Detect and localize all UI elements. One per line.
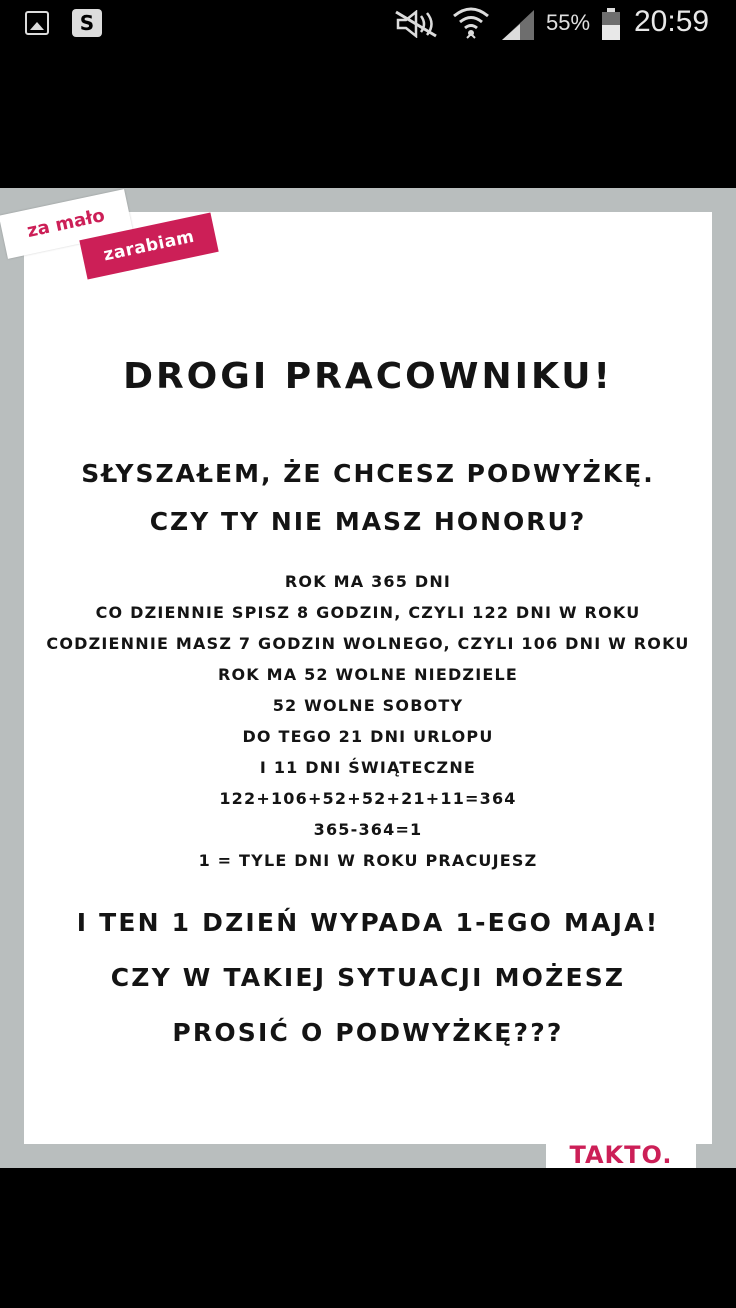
- gallery-icon: [25, 11, 49, 35]
- app-s-icon: S: [72, 9, 102, 37]
- calculation-line: 122+106+52+52+21+11=364: [219, 789, 517, 808]
- intro-line: CZY TY NIE MASZ HONORU?: [149, 507, 587, 536]
- status-bar: [0, 0, 736, 50]
- mute-icon: [394, 10, 440, 38]
- calculation-line: CO DZIENNIE SPISZ 8 GODZIN, CZYLI 122 DNI W ROKU: [95, 603, 641, 622]
- calculation-line: DO TEGO 21 DNI URLOPU: [242, 727, 494, 746]
- conclusion-line: I TEN 1 DZIEŃ WYPADA 1-EGO MAJA!: [76, 908, 660, 937]
- logo-top-label: za mało: [0, 189, 133, 259]
- conclusion-text: [24, 895, 712, 1060]
- calculation-line: 52 WOLNE SOBOTY: [272, 696, 464, 715]
- intro-text: [24, 450, 712, 546]
- takto-brand-logo: TAKTO.: [546, 1138, 696, 1168]
- calculation-line: I 11 DNI ŚWIĄTECZNE: [259, 758, 477, 777]
- calculation-line: 365-364=1: [313, 820, 423, 839]
- battery-percent: 55%: [546, 10, 591, 35]
- za-malo-zarabiam-logo: [0, 190, 228, 290]
- intro-line: SŁYSZAŁEM, ŻE CHCESZ PODWYŻKĘ.: [81, 459, 655, 488]
- calculation-line: ROK MA 365 DNI: [284, 572, 452, 591]
- logo-bottom-label: zarabiam: [79, 213, 218, 280]
- conclusion-line: CZY W TAKIEJ SYTUACJI MOŻESZ: [110, 963, 626, 992]
- calculation-line: CODZIENNIE MASZ 7 GODZIN WOLNEGO, CZYLI 106 DNI W ROKU: [46, 634, 690, 653]
- battery-icon: [600, 7, 622, 41]
- headline: DROGI PRACOWNIKU!: [123, 356, 613, 397]
- calculation-line: 1 = TYLE DNI W ROKU PRACUJESZ: [198, 851, 538, 870]
- calculation-list: [24, 566, 712, 876]
- calculation-line: ROK MA 52 WOLNE NIEDZIELE: [217, 665, 519, 684]
- clock-time: 20:59: [634, 5, 710, 38]
- conclusion-line: PROSIĆ O PODWYŻKĘ???: [172, 1018, 564, 1047]
- wifi-icon: [452, 6, 490, 42]
- signal-icon: [500, 8, 536, 42]
